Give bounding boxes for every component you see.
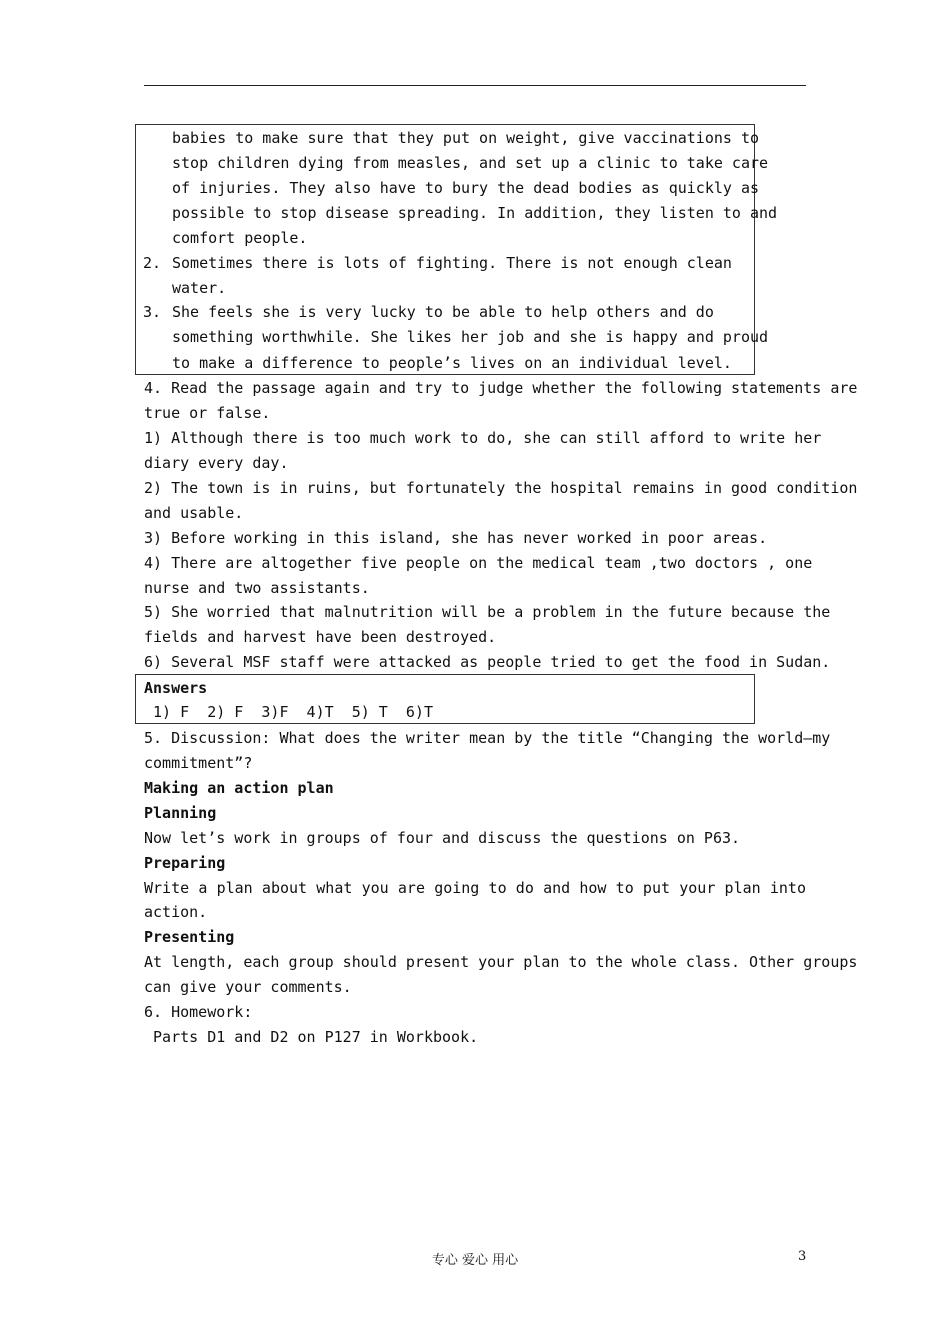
box1-number-2: 2. [143, 254, 162, 272]
statement-5-line-1: 5) She worried that malnutrition will be a problem in the future because the [144, 603, 831, 621]
box1-line-8: She feels she is very lucky to be able to help others and do [172, 303, 714, 321]
preparing-heading: Preparing [144, 854, 226, 872]
box1-line-5: comfort people. [172, 229, 308, 247]
statement-4-line-2: nurse and two assistants. [144, 579, 370, 597]
box1-line-9: something worthwhile. She likes her job and she is happy and proud [172, 328, 769, 346]
statement-2-line-1: 2) The town is in ruins, but fortunately the hospital remains in good condition [144, 479, 858, 497]
presenting-text-line-2: can give your comments. [144, 978, 352, 996]
box1-line-7: water. [172, 279, 227, 297]
presenting-text-line-1: At length, each group should present your plan to the whole class. Other groups [144, 953, 858, 971]
task4-question-line-1: 4. Read the passage again and try to judge whether the following statements are [144, 379, 858, 397]
page-number: 3 [798, 1249, 807, 1264]
statement-1-line-2: diary every day. [144, 454, 289, 472]
preparing-text-line-2: action. [144, 903, 208, 921]
planning-text: Now let’s work in groups of four and discuss the questions on P63. [144, 829, 741, 847]
statement-1-line-1: 1) Although there is too much work to do, she can still afford to write her [144, 429, 822, 447]
homework-text: Parts D1 and D2 on P127 in Workbook. [144, 1028, 479, 1046]
statement-5-line-2: fields and harvest have been destroyed. [144, 628, 497, 646]
statement-3: 3) Before working in this island, she has never worked in poor areas. [144, 529, 768, 547]
statement-6: 6) Several MSF staff were attacked as people tried to get the food in Sudan. [144, 653, 831, 671]
statement-2-line-2: and usable. [144, 504, 244, 522]
box1-line-1: babies to make sure that they put on weight, give vaccinations to [172, 129, 759, 147]
presenting-heading: Presenting [144, 928, 235, 946]
action-plan-heading: Making an action plan [144, 779, 334, 797]
box1-number-3: 3. [143, 303, 162, 321]
box1-line-10: to make a difference to people’s lives on an individual level. [172, 354, 732, 372]
task5-line-2: commitment”? [144, 754, 253, 772]
planning-heading: Planning [144, 804, 217, 822]
box1-line-6: Sometimes there is lots of fighting. There is not enough clean [172, 254, 732, 272]
statement-4-line-1: 4) There are altogether five people on the medical team ,two doctors , one [144, 554, 813, 572]
task5-line-1: 5. Discussion: What does the writer mean by the title “Changing the world—my [144, 729, 831, 747]
task4-question-line-2: true or false. [144, 404, 271, 422]
answers-values: 1) F 2) F 3)F 4)T 5) T 6)T [144, 703, 433, 721]
preparing-text-line-1: Write a plan about what you are going to do and how to put your plan into [144, 879, 806, 897]
box1-line-4: possible to stop disease spreading. In addition, they listen to and [172, 204, 778, 222]
answers-heading: Answers [144, 679, 208, 697]
homework-heading: 6. Homework: [144, 1003, 253, 1021]
header-rule [144, 85, 806, 86]
footer-motto: 专心 爱心 用心 [431, 1253, 519, 1268]
box1-line-3: of injuries. They also have to bury the dead bodies as quickly as [172, 179, 759, 197]
box1-line-2: stop children dying from measles, and set up a clinic to take care [172, 154, 769, 172]
